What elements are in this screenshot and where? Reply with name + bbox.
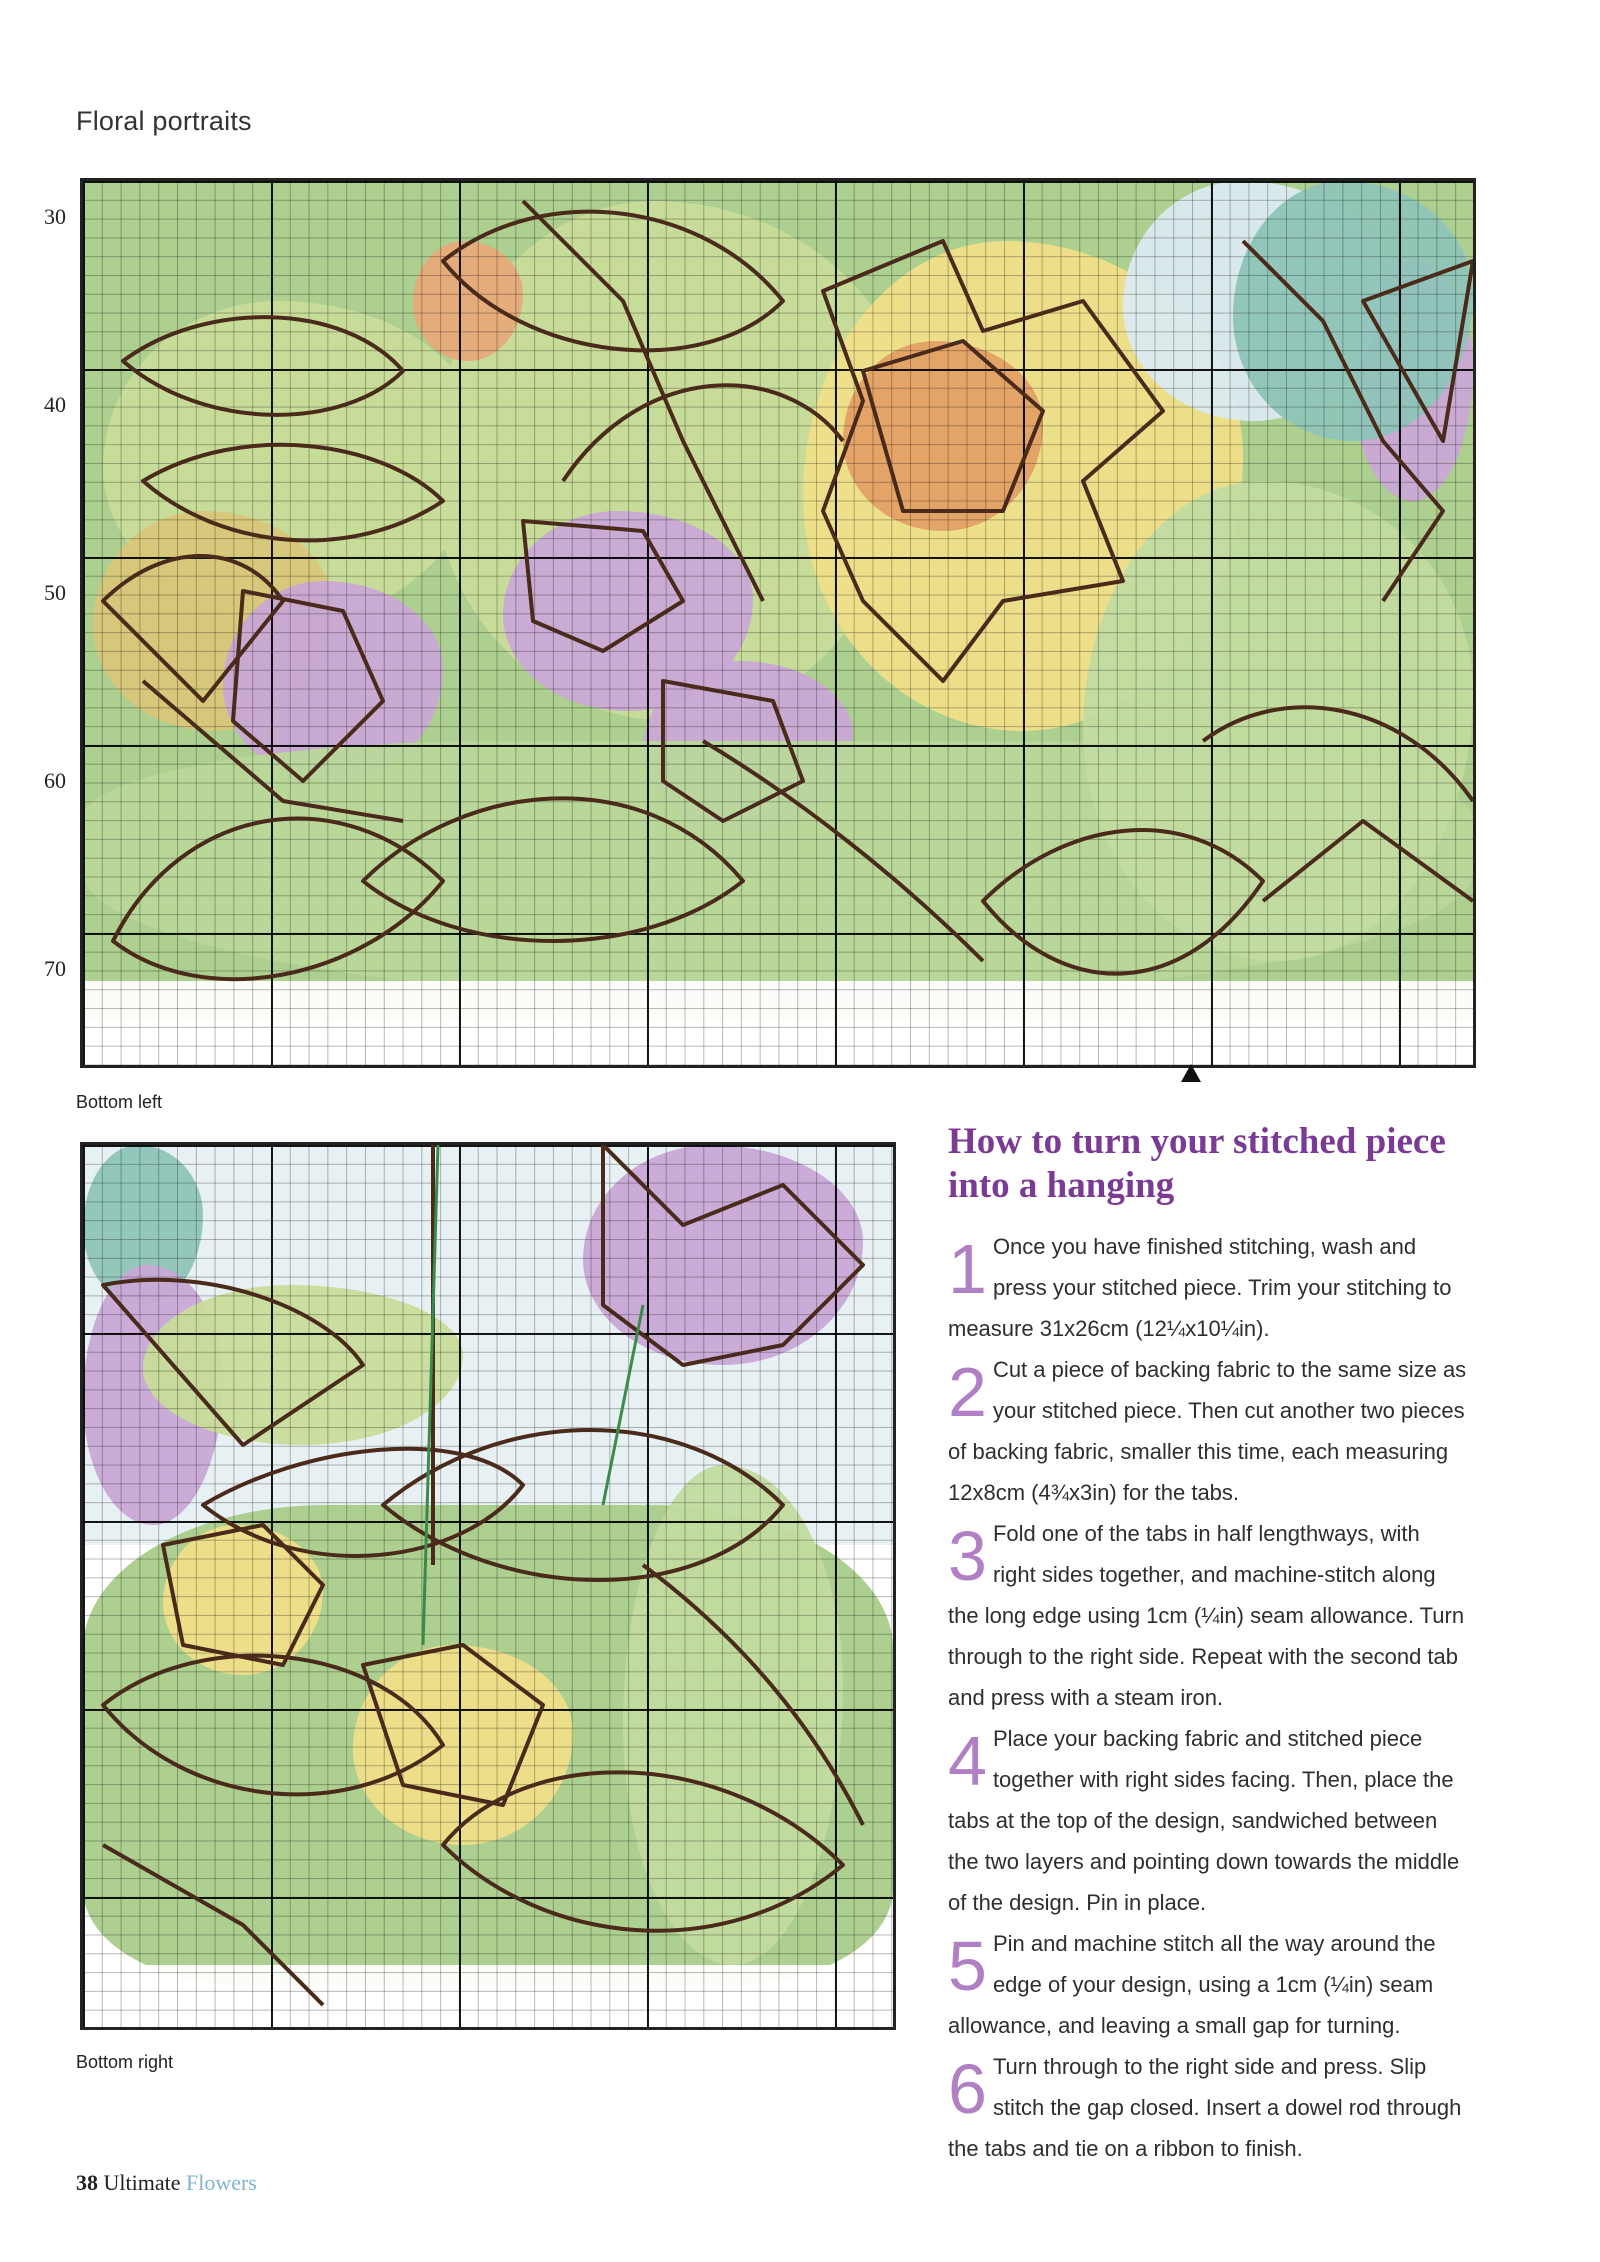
step-number: 1 (948, 1230, 987, 1308)
magazine-name: Ultimate (103, 2170, 181, 2195)
magazine-accent-word: Flowers (185, 2170, 257, 2195)
row-number-40: 40 (44, 392, 66, 417)
step (948, 1718, 1468, 1923)
step-text: Turn through to the right side and press. Slip stitch the gap closed. Insert a dowel rod through the tabs and tie on a ribbon to finish. (948, 2054, 1462, 2161)
backstitch-outlines (83, 1145, 893, 2027)
step-text: Place your backing fabric and stitched piece together with right sides facing. Then, place the tabs at the top of the design, sandwiched between the two layers and pointing down towards the middle of the design. Pin in place. (948, 1726, 1460, 1915)
caption-bottom-right: Bottom right (76, 2052, 174, 2072)
step (948, 1349, 1468, 1513)
row-number-50: 50 (44, 580, 66, 605)
row-number-60: 60 (44, 768, 66, 793)
section-title: Floral portraits (76, 106, 252, 136)
step-text: Once you have finished stitching, wash and press your stitched piece. Trim your stitching to measure 31x26cm (12¼x10¼in). (948, 1234, 1452, 1341)
step-number: 6 (948, 2050, 987, 2128)
step-number: 4 (948, 1722, 987, 1800)
step-number: 5 (948, 1927, 987, 2005)
page-number: 38 (76, 2170, 98, 2195)
cross-stitch-chart-top (80, 178, 1476, 1068)
step-text: Fold one of the tabs in half lengthways, with right sides together, and machine-stitch along the long edge using 1cm (¼in) seam allowance. Turn through to the right side. Repeat with the second tab and press with a steam iron. (948, 1521, 1465, 1710)
step (948, 1226, 1468, 1349)
cross-stitch-chart-bottom-right (80, 1142, 896, 2030)
step (948, 2046, 1468, 2169)
step-number: 2 (948, 1353, 987, 1431)
step (948, 1513, 1468, 1718)
row-number-70: 70 (44, 956, 66, 981)
page-footer (76, 2170, 257, 2196)
caption-bottom-left: Bottom left (76, 1092, 163, 1112)
howto-section (948, 1120, 1468, 2169)
row-number-30: 30 (44, 204, 66, 229)
chart-center-marker (1181, 1064, 1201, 1082)
backstitch-outlines (83, 181, 1473, 1065)
step-number: 3 (948, 1517, 987, 1595)
step-text: Pin and machine stitch all the way around the edge of your design, using a 1cm (¼in) seam allowance, and leaving a small gap for turning. (948, 1931, 1436, 2038)
step-text: Cut a piece of backing fabric to the same size as your stitched piece. Then cut another two pieces of backing fabric, smaller this time, each measuring 12x8cm (4¾x3in) for the tabs. (948, 1357, 1467, 1505)
step (948, 1923, 1468, 2046)
howto-title: How to turn your stitched piece into a hanging (948, 1121, 1446, 1206)
